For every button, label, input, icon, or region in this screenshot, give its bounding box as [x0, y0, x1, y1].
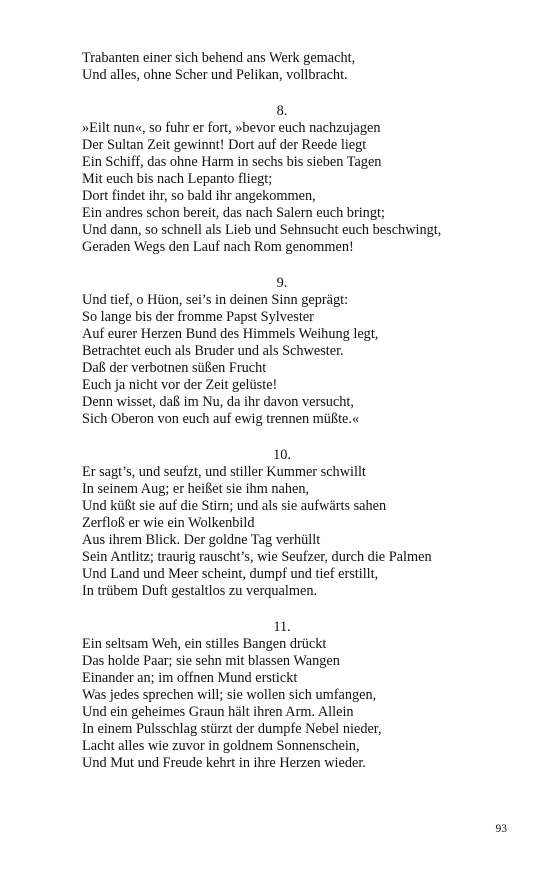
stanza-number: 8.: [276, 103, 288, 119]
verse-line: In einem Pulsschlag stürzt der dumpfe Nebel nieder,: [82, 721, 382, 737]
verse-line: Er sagt’s, und seufzt, und stiller Kummer schwillt: [82, 464, 366, 480]
verse-line: Zerfloß er wie ein Wolkenbild: [82, 515, 255, 531]
verse-line: Und küßt sie auf die Stirn; und als sie aufwärts sahen: [82, 498, 387, 514]
verse-line: Sich Oberon von euch auf ewig trennen müßte.«: [82, 411, 360, 427]
stanza: [82, 275, 502, 428]
verse-line: So lange bis der fromme Papst Sylvester: [82, 309, 314, 325]
verse-line: In seinem Aug; er heißet sie ihm nahen,: [82, 481, 310, 497]
verse-line: Mit euch bis nach Lepanto fliegt;: [82, 171, 273, 187]
verse-line: Auf eurer Herzen Bund des Himmels Weihung legt,: [82, 326, 379, 342]
verse-line: Und Land und Meer scheint, dumpf und tief erstillt,: [82, 566, 379, 582]
stanza: [82, 447, 502, 600]
verse-line: Trabanten einer sich behend ans Werk gemacht,: [82, 50, 356, 66]
page-number: 93: [495, 823, 507, 835]
stanza: [82, 619, 502, 772]
poem-text: [82, 50, 502, 791]
stanza-number: 11.: [273, 619, 291, 635]
verse-line: Ein seltsam Weh, ein stilles Bangen drückt: [82, 636, 327, 652]
verse-line: Und dann, so schnell als Lieb und Sehnsucht euch beschwingt,: [82, 222, 442, 238]
stanza-number: 9.: [276, 275, 288, 291]
verse-line: Lacht alles wie zuvor in goldnem Sonnenschein,: [82, 738, 360, 754]
verse-line: Dort findet ihr, so bald ihr angekommen,: [82, 188, 316, 204]
verse-line: Einander an; im offnen Mund erstickt: [82, 670, 298, 686]
verse-line: Das holde Paar; sie sehn mit blassen Wangen: [82, 653, 340, 669]
verse-line: Geraden Wegs den Lauf nach Rom genommen!: [82, 239, 354, 255]
verse-line: Und alles, ohne Scher und Pelikan, vollbracht.: [82, 67, 348, 83]
verse-line: Aus ihrem Blick. Der goldne Tag verhüllt: [82, 532, 321, 548]
verse-line: Denn wisset, daß im Nu, da ihr davon versucht,: [82, 394, 354, 410]
verse-line: Was jedes sprechen will; sie wollen sich umfangen,: [82, 687, 377, 703]
verse-line: Der Sultan Zeit gewinnt! Dort auf der Reede liegt: [82, 137, 367, 153]
verse-line: Und tief, o Hüon, sei’s in deinen Sinn geprägt:: [82, 292, 349, 308]
stanza: [82, 103, 502, 256]
verse-line: Daß der verbotnen süßen Frucht: [82, 360, 267, 376]
verse-line: Euch ja nicht vor der Zeit gelüste!: [82, 377, 278, 393]
verse-line: Betrachtet euch als Bruder und als Schwester.: [82, 343, 344, 359]
stanza-number: 10.: [273, 447, 291, 463]
verse-line: Ein Schiff, das ohne Harm in sechs bis sieben Tagen: [82, 154, 382, 170]
verse-line: In trübem Duft gestaltlos zu verqualmen.: [82, 583, 318, 599]
verse-line: »Eilt nun«, so fuhr er fort, »bevor euch nachzujagen: [82, 120, 381, 136]
verse-line: Sein Antlitz; traurig rauscht’s, wie Seufzer, durch die Palmen: [82, 549, 432, 565]
verse-line: Und Mut und Freude kehrt in ihre Herzen wieder.: [82, 755, 366, 771]
verse-line: Ein andres schon bereit, das nach Salern euch bringt;: [82, 205, 385, 221]
stanza: [82, 50, 502, 84]
verse-line: Und ein geheimes Graun hält ihren Arm. Allein: [82, 704, 354, 720]
